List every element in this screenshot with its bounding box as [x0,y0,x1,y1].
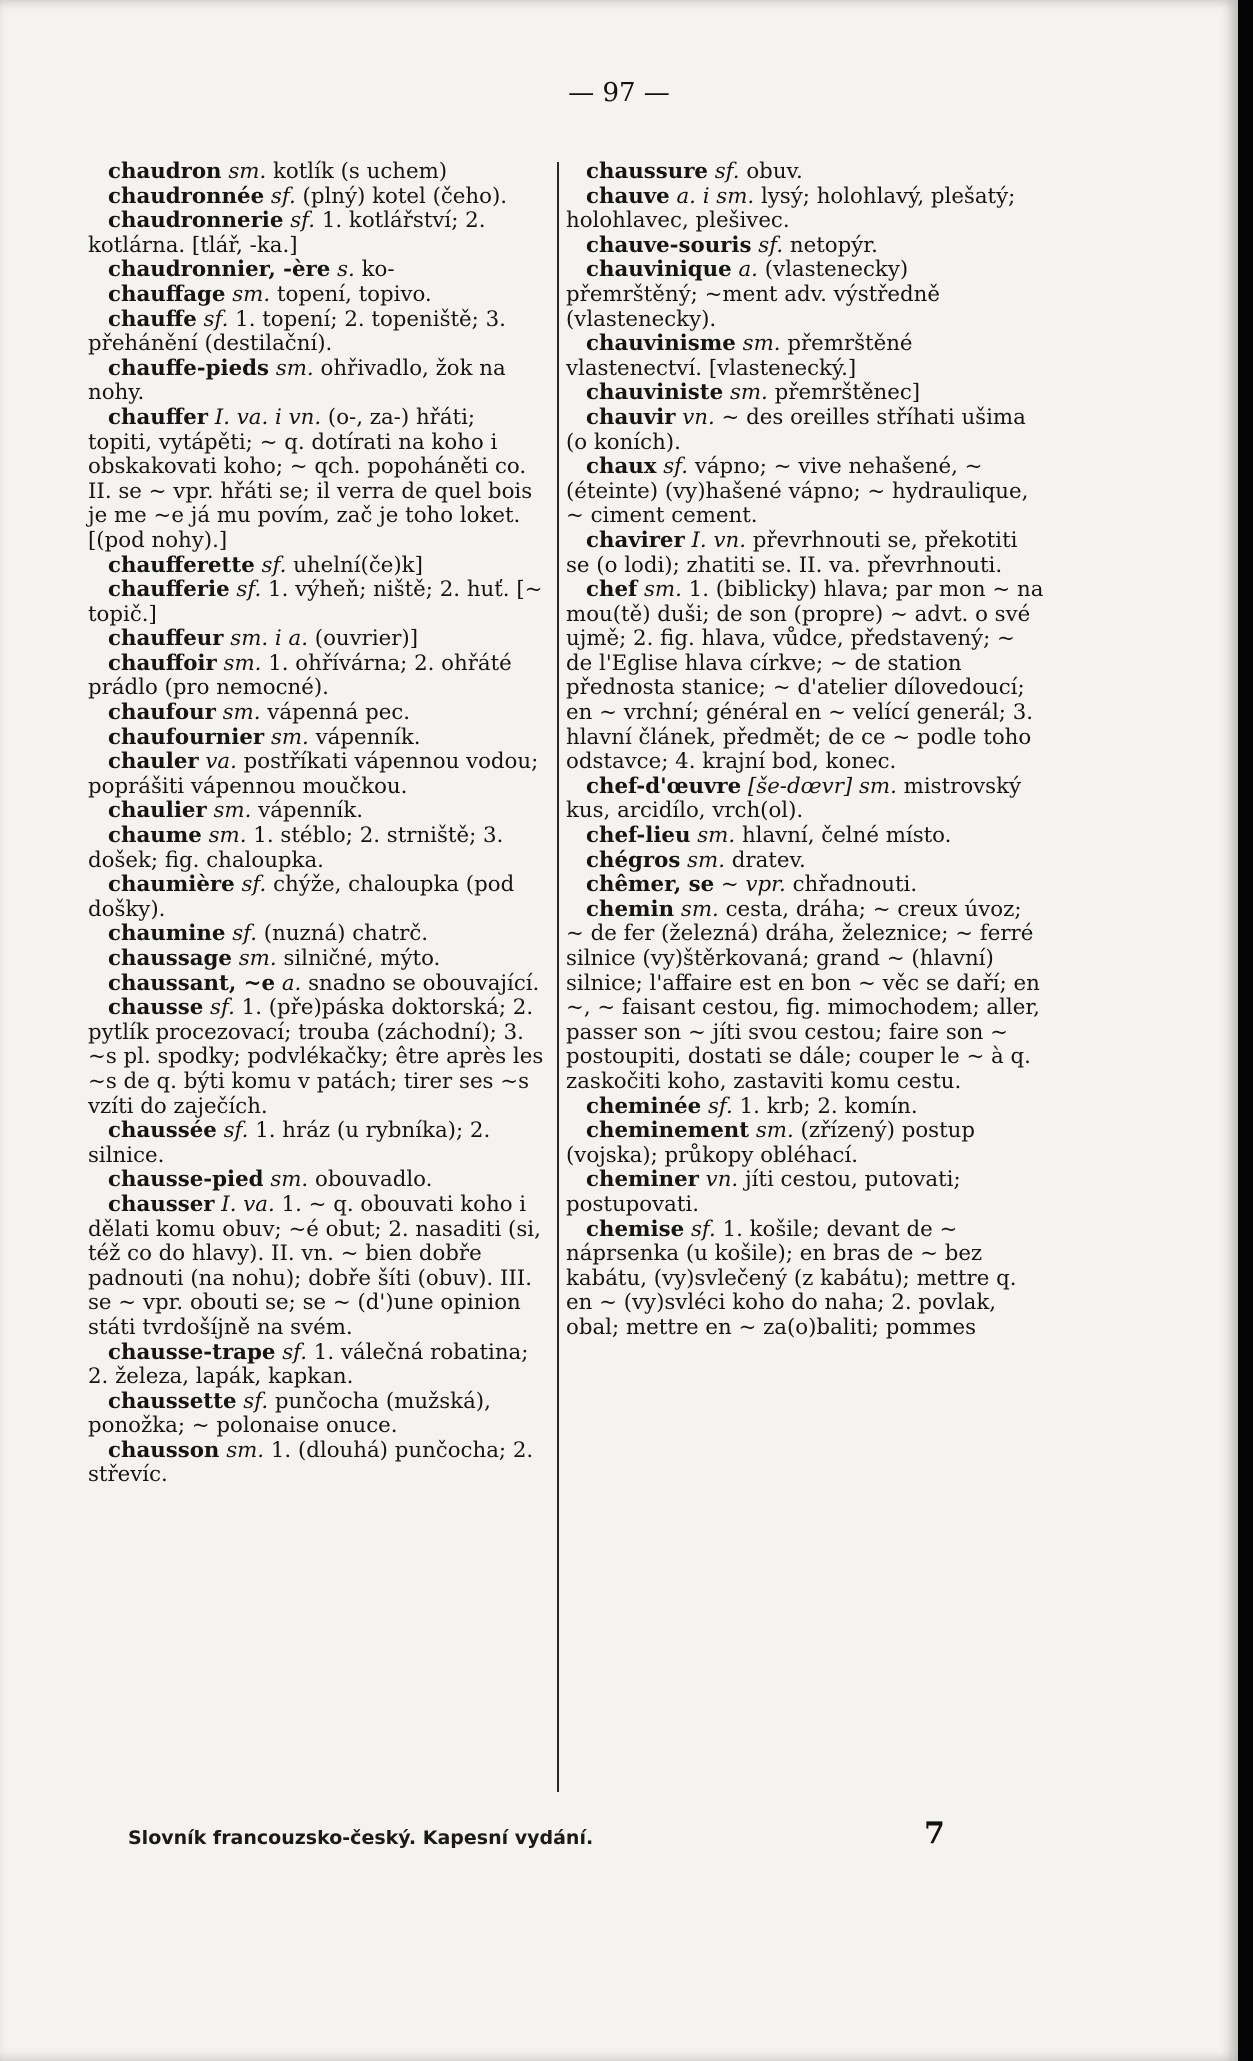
entry-definition: 1. hráz (u rybníka); 2. silnice. [88,1118,491,1168]
entry-definition: 1. ohřívárna; 2. ohřáté prádlo (pro nemocné). [88,650,512,701]
entry-grammar: sm. i a. [230,626,308,652]
entry-grammar: I. vn. [691,527,746,553]
entry-headword: chauve [586,183,670,209]
dictionary-entry [566,1218,1044,1341]
dictionary-entry [566,1119,1044,1168]
entry-headword: chauviniste [586,380,724,406]
entry-headword: chauvinisme [586,331,736,357]
entry-grammar: sf. [663,454,689,480]
dictionary-entry [566,1095,1044,1120]
dictionary-entry [88,947,544,972]
entry-grammar: sm. [755,1118,794,1144]
dictionary-entry [566,160,1044,185]
entry-definition: (o-, za-) hřáti; topiti, vytápěti; ~ q. dotírati na koho i obskakovati koho; ~ qch. popoháněti co. II. se ~ vpr. hřáti se; il verra de quel bois je me ~e já mu povím, zač je toho loket. [(pod nohy).] [88,404,533,553]
entry-grammar: sf. [282,1339,308,1365]
entry-definition: kotlík (s uchem) [273,159,448,184]
dictionary-entry [566,824,1044,849]
entry-grammar: vn. [705,1167,739,1193]
entry-definition: vápenná pec. [267,700,411,726]
entry-grammar: sm. [270,724,309,750]
entry-definition: 1. košile; devant de ~ náprsenka (u košile); en bras de ~ bez kabátu, (vy)svlečený (z kabátu); mettre q. en ~ (vy)svléci koho do naha; 2. povlak, obal; mettre en ~ za(o)baliti; pommes [566,1216,1017,1340]
right-column [566,160,1044,1341]
dictionary-entry [566,578,1044,775]
entry-definition: 1. (dlouhá) punčocha; 2. střevíc. [88,1437,534,1488]
entry-grammar: sf. [270,183,296,209]
entry-definition: dratev. [731,847,806,873]
entry-headword: chauvinique [586,257,732,283]
entry-headword: chauffage [108,281,226,307]
dictionary-entry [88,258,544,283]
entry-definition: přemrštěné vlastenectví. [vlastenecký.] [566,331,913,381]
entry-headword: chaufournier [108,724,265,750]
entry-definition: (ouvrier)] [314,626,419,652]
dictionary-entry [88,1341,544,1390]
entry-definition: obuv. [746,159,803,184]
entry-grammar: sf. [290,208,316,234]
entry-headword: chaufferie [108,577,230,603]
entry-definition: (nuzná) chatrč. [263,921,429,947]
entry-headword: chaudron [108,159,222,184]
entry-definition: 1. výheň; niště; 2. huť. [~ topič.] [88,577,543,627]
entry-definition: silničné, mýto. [283,946,441,971]
entry-grammar: sm. [275,355,314,381]
entry-grammar: sm. [228,159,267,184]
entry-grammar: sf. [223,1118,249,1144]
entry-definition: (vlastenecky) přemrštěný; ~ment adv. výstředně (vlastenecky). [566,257,940,332]
entry-grammar: sf. [236,577,262,603]
dictionary-entry [88,1193,544,1341]
dictionary-entry [88,996,544,1119]
dictionary-entry [88,824,544,873]
dictionary-entry [566,849,1044,874]
entry-definition: chřadnouti. [792,872,918,898]
entry-definition: vápenník. [258,798,364,824]
dictionary-entry [88,308,544,357]
entry-grammar: sm. [222,700,261,726]
entry-grammar: sf. [203,306,229,332]
entry-definition: lysý; holohlavý, plešatý; holohlavec, plešivec. [566,183,1016,234]
entry-definition: mistrovský kus, arcidílo, vrch(ol). [566,773,1022,824]
entry-headword: chaussure [586,159,708,184]
entry-headword: cheminée [586,1093,702,1119]
entry-definition: vápenník. [315,724,421,750]
dictionary-entry [88,185,544,210]
entry-definition: 1. topení; 2. topeniště; 3. přehánění (destilační). [88,306,506,357]
dictionary-entry [88,1119,544,1168]
entry-headword: chaume [108,823,202,849]
column-divider [557,162,559,1792]
entry-grammar: sf. [232,921,258,947]
entry-headword: chauffe-pieds [108,355,270,381]
entry-grammar: ~ vpr. [720,872,786,898]
entry-definition: cesta, dráha; ~ creux úvoz; ~ de fer (železná) dráha, železnice; ~ ferré silnice (vy)štěrkovaná; grand ~ (hlavní) silnice; l'affaire est en bon ~ věc se daří; en ~, ~ faisant cestou, fig. mimochodem; aller, passer son ~ jíti svou cestou; faire son ~ postoupiti, dostati se dále; couper le ~ à q. zaskočiti koho, zastaviti komu cestu. [566,896,1040,1094]
entry-grammar: sm. [729,380,768,406]
entry-grammar: sm. [270,1167,309,1193]
entry-grammar: sm. [223,650,262,676]
entry-definition: ~ des oreilles stříhati ušima (o koních). [566,404,1026,455]
signature-mark: 7 [924,1816,945,1851]
entry-definition: jíti cestou, putovati; postupovati. [566,1167,961,1217]
entry-grammar: sm. [232,281,271,307]
entry-grammar: sf. [243,1388,269,1414]
entry-definition: obouvadlo. [315,1167,433,1193]
entry-headword: chauffeur [108,626,224,652]
entry-definition: 1. (pře)páska doktorská; 2. pytlík procezovací; trouba (záchodní); 3. ~s pl. spodky; podvlékačky; être après les ~s de q. býti komu v patách; tirer ses ~s vzíti do zaječích. [88,995,544,1119]
dictionary-entry [88,578,544,627]
dictionary-entry [88,922,544,947]
entry-grammar: sm. [742,331,781,357]
entry-headword: cheminement [586,1118,750,1144]
entry-grammar: a. i sm. [676,183,755,209]
dictionary-entry [88,726,544,751]
entry-definition: 1. (biblicky) hlava; par mon ~ na mou(tě) duši; de son (propre) ~ advt. o své ujmě; 2. fig. hlava, vůdce, představený; ~ de l'Eglise hlava církve; ~ de station přednosta stanice; ~ d'atelier dílovedoucí; en ~ vrchní; général en ~ velící generál; 3. hlavní článek, předmět; de ce ~ podle toho odstavce; 4. krajní bod, konec. [566,577,1044,775]
dictionary-entry [88,554,544,579]
dictionary-entry [566,185,1044,234]
left-column [88,160,544,1488]
entry-headword: chêmer, se [586,872,715,898]
entry-definition: (plný) kotel (čeho). [302,183,508,209]
entry-grammar: sf. [210,995,235,1021]
entry-headword: chausson [108,1437,220,1463]
dictionary-entry [566,1168,1044,1217]
entry-definition: ohřivadlo, žok na nohy. [88,355,506,406]
dictionary-entry [88,652,544,701]
entry-headword: chef-d'œuvre [586,773,742,799]
entry-definition: (zřízený) postup (vojska); průkopy obléhací. [566,1118,976,1168]
dictionary-entry [88,701,544,726]
dictionary-entry [566,775,1044,824]
entry-definition: 1. kotlářství; 2. kotlárna. [tlář, -ka.] [88,208,486,258]
entry-grammar: I. va. [221,1191,275,1217]
entry-definition: uhelní(če)k] [293,552,423,578]
entry-grammar: a. [281,970,302,996]
entry-headword: chaulier [108,798,207,824]
entry-grammar: sm. [643,577,682,603]
dictionary-entry [566,529,1044,578]
dictionary-entry [566,332,1044,381]
entry-definition: převrhnouti se, překotiti se (o lodi); zhatiti se. II. va. převrhnouti. [566,527,1018,578]
entry-grammar: sf. [708,1093,733,1119]
dictionary-entry [88,283,544,308]
entry-headword: chaudronnée [108,183,265,209]
entry-headword: chaumière [108,872,235,898]
entry-headword: chemise [586,1216,685,1242]
dictionary-entry [88,209,544,258]
entry-headword: chauvir [586,404,676,430]
entry-headword: chauffe [108,306,197,332]
entry-grammar: sm. [680,896,719,922]
dictionary-entry [88,1168,544,1193]
entry-headword: chauler [108,749,199,775]
entry-headword: chausse [108,995,204,1021]
entry-headword: chaussette [108,1388,237,1414]
dictionary-entry [566,406,1044,455]
entry-headword: chaufferette [108,552,255,578]
entry-grammar: sm. [213,798,252,824]
entry-headword: chauve-souris [586,232,752,258]
entry-headword: chef [586,577,638,603]
entry-headword: chausse-pied [108,1167,264,1193]
dictionary-entry [88,972,544,997]
entry-definition: chýže, chaloupka (pod došky). [88,872,515,922]
dictionary-entry [566,898,1044,1095]
entry-grammar: [še-dœvr] sm. [747,773,897,799]
entry-definition: přemrštěnec] [774,380,921,406]
entry-grammar: sm. [238,946,277,971]
entry-grammar: sf. [758,232,784,258]
entry-grammar: sm. [697,823,736,849]
entry-headword: chauffer [108,404,208,430]
entry-definition: 1. stéblo; 2. strniště; 3. došek; fig. chaloupka. [88,823,504,873]
dictionary-entry [566,873,1044,898]
scan-edge [1238,0,1253,2061]
entry-definition: hlavní, čelné místo. [741,823,952,849]
dictionary-entry [566,455,1044,529]
entry-grammar: sf. [261,552,287,578]
entry-headword: cheminer [586,1167,699,1193]
entry-headword: chaussant, ~e [108,970,276,996]
entry-headword: chaussage [108,946,232,971]
dictionary-entry [88,357,544,406]
entry-grammar: I. va. i vn. [214,404,322,430]
dictionary-entry [88,750,544,799]
dictionary-entry [88,160,544,185]
entry-definition: netopýr. [789,232,878,258]
dictionary-entry [88,1439,544,1488]
entry-grammar: a. [738,257,758,283]
entry-headword: chaufour [108,700,216,726]
dictionary-entry [88,1390,544,1439]
entry-headword: chauffoir [108,650,217,676]
dictionary-entry [566,258,1044,332]
entry-headword: chausse-trape [108,1339,276,1365]
entry-headword: chaux [586,454,657,480]
entry-grammar: sf. [241,872,267,898]
entry-definition: punčocha (mužská), ponožka; ~ polonaise onuce. [88,1388,491,1439]
dictionary-entry [566,381,1044,406]
entry-grammar: va. [205,749,237,775]
entry-grammar: sf. [714,159,740,184]
entry-headword: chaussée [108,1118,217,1144]
dictionary-entry [88,873,544,922]
entry-grammar: sm. [687,847,725,873]
entry-definition: topení, topivo. [276,281,432,307]
entry-definition: 1. ~ q. obouvati koho i dělati komu obuv; ~é obut; 2. nasaditi (si, též co do hlavy). II. vn. ~ bien dobře padnouti (na nohu); dobře šíti (obuv). III. se ~ vpr. obouti se; se ~ (d')une opinion státi tvrdošíjně na svém. [88,1191,541,1340]
entry-grammar: sf. [690,1216,716,1242]
dictionary-entry [88,627,544,652]
entry-definition: postříkati vápennou vodou; poprášiti vápennou moučkou. [88,749,539,799]
entry-definition: ko- [361,257,395,283]
entry-grammar: vn. [682,404,715,430]
entry-definition: vápno; ~ vive nehašené, ~ (éteinte) (vy)hašené vápno; ~ hydraulique, ~ ciment cement. [566,454,1029,529]
dictionary-entry [88,406,544,554]
entry-headword: chaudronnerie [108,208,284,234]
page-number: — 97 — [568,78,670,108]
entry-headword: chaudronnier, -ère [108,257,331,283]
dictionary-entry [88,799,544,824]
entry-headword: chégros [586,847,681,873]
entry-headword: chavirer [586,527,685,553]
entry-definition: 1. krb; 2. komín. [739,1093,918,1119]
entry-grammar: s. [337,257,355,283]
entry-definition: 1. válečná robatina; 2. železa, lapák, kapkan. [88,1339,529,1390]
footer-title: Slovník francouzsko-český. Kapesní vydání. [128,1827,594,1849]
entry-headword: chausser [108,1191,215,1217]
entry-headword: chaumine [108,921,226,947]
entry-grammar: sm. [208,823,247,849]
entry-definition: snadno se obouvající. [308,970,540,996]
entry-headword: chef-lieu [586,823,691,849]
dictionary-entry [566,234,1044,259]
entry-grammar: sm. [226,1437,265,1463]
entry-headword: chemin [586,896,675,922]
